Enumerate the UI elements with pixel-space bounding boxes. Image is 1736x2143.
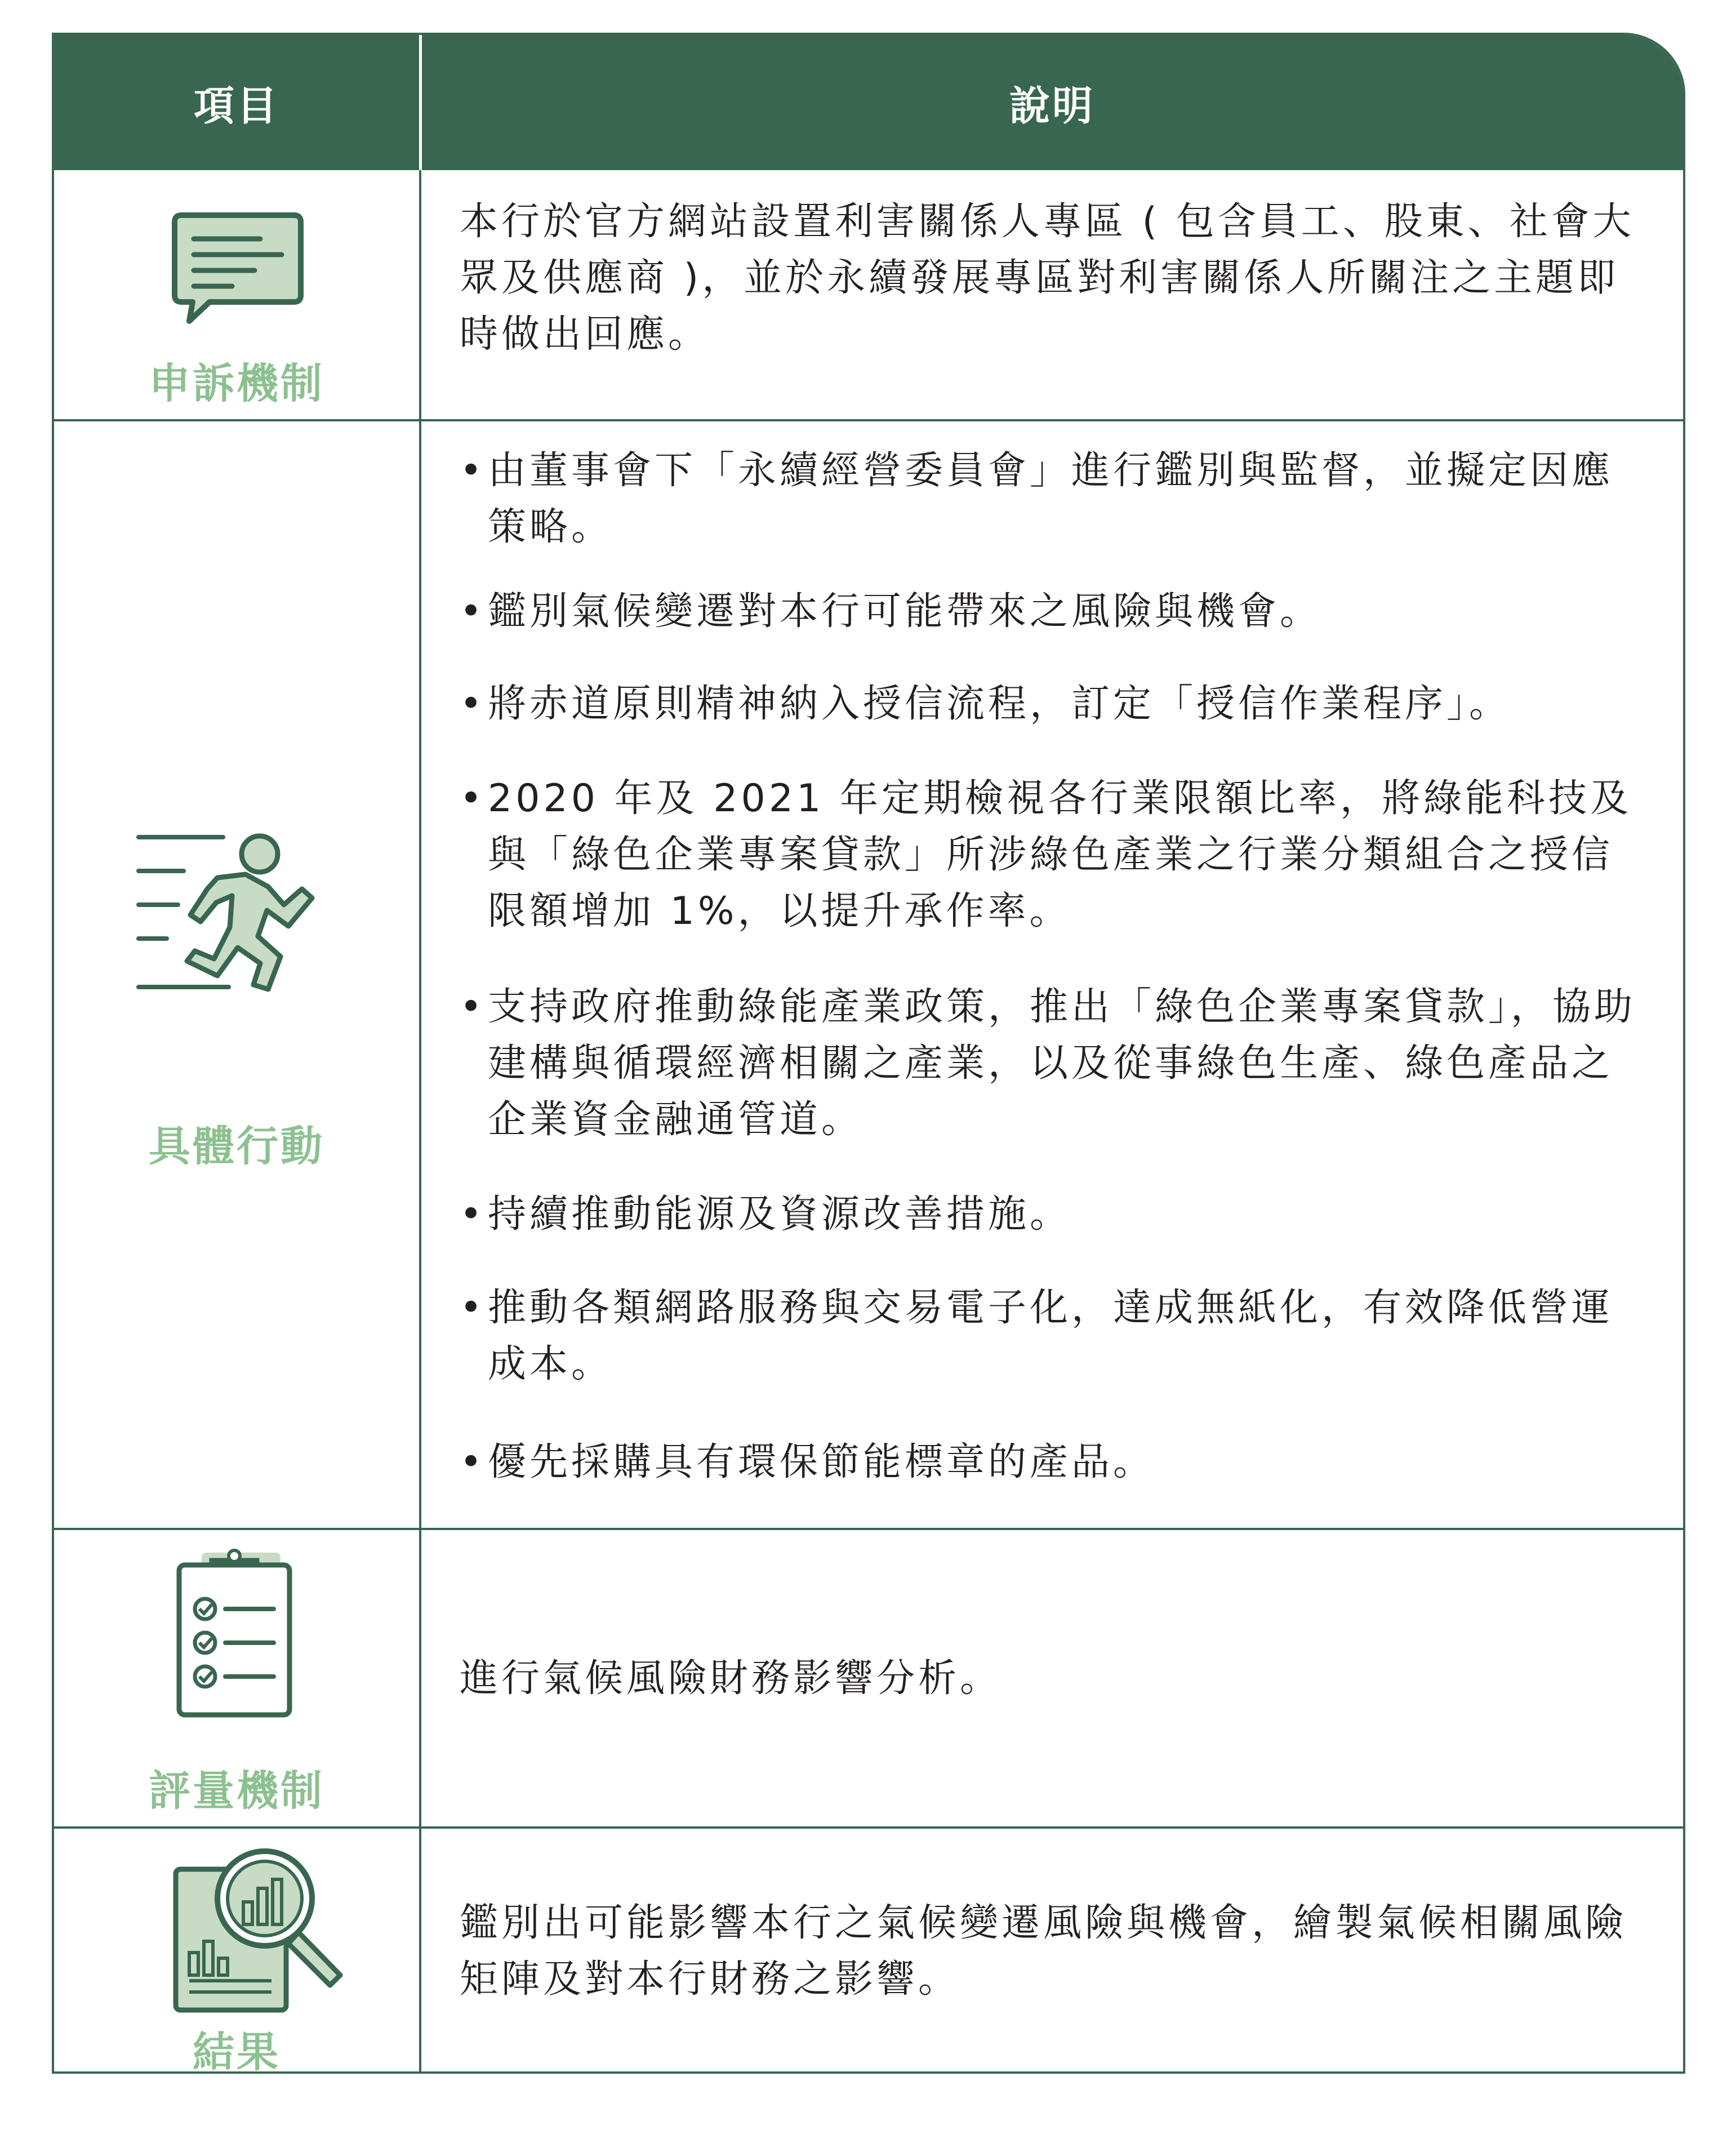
- row-label-actions: 具體行動: [149, 1122, 324, 1171]
- row-description-results: 鑑別出可能影響本行之氣候變遷風險與機會，繪製氣候相關風險矩陣及對本行財務之影響。: [460, 1901, 1627, 2002]
- bullet-dot: •: [460, 1286, 486, 1330]
- speech-bubble-icon: [170, 210, 305, 328]
- row-label-evaluation: 評量機制: [149, 1767, 324, 1815]
- report-magnifier-icon: [164, 1840, 350, 2020]
- row-description-evaluation: 進行氣候風險財務影響分析。: [460, 1656, 1002, 1701]
- bullet-dot: •: [460, 1440, 486, 1484]
- icon-cell: [54, 421, 419, 1528]
- climate-governance-table: [52, 33, 1685, 2074]
- table-header: [54, 35, 1683, 170]
- table-row-actions: 具體行動 • 由董事會下「永續經營委員會」進行鑑別與監督，並擬定因應策略。 • 鑑別氣候變遷對本行可能帶來之風險與機會。 • 將赤道原則精神納入授信流程，訂定「授信作業程序」。 • 2020 年及 2021 年定期檢視各行業限額比率，將綠能科技及與「綠色企業專案貸款」所涉綠色產業之行業分類組合之授信限額增加 1%，以提升承作率。 • 支持政府推動綠能產業政策，推出「綠色企業專案貸款」，協助建構與循環經濟相關之產業，以及從事綠色生產、綠色產品之企業資金融通管道。 • 持續推動能源及資源改善措施。 • 推動各類網路服務與交易電子化，達成無紙化，有效降低營運成本。 • 優先採購具有環保節能標章的產品。: [54, 421, 1683, 1528]
- row-label-results: 結果: [193, 2028, 281, 2074]
- row-description-grievance: 本行於官方網站設置利害關係人專區 ( 包含員工、股東、社會大眾及供應商 )，並於永續發展專區對利害關係人所關注之主題即時做出回應。: [460, 199, 1635, 357]
- header-description: 說明: [1009, 82, 1095, 130]
- bullet-dot: •: [460, 1192, 486, 1237]
- bullet-dot: •: [460, 776, 486, 821]
- running-person-icon: [133, 826, 324, 995]
- bullet-dot: •: [460, 985, 486, 1029]
- row-label-grievance: 申訴機制: [149, 359, 324, 408]
- checklist-clipboard-icon: [167, 1547, 302, 1722]
- bullet-dot: •: [460, 448, 486, 493]
- bullet-dot: •: [460, 589, 486, 634]
- table-row-grievance: [54, 170, 1683, 419]
- header-item: 項目: [193, 82, 279, 130]
- bullet-dot: •: [460, 682, 486, 726]
- table-row-results: [54, 1829, 1683, 2074]
- table-row-evaluation: [54, 1530, 1683, 1826]
